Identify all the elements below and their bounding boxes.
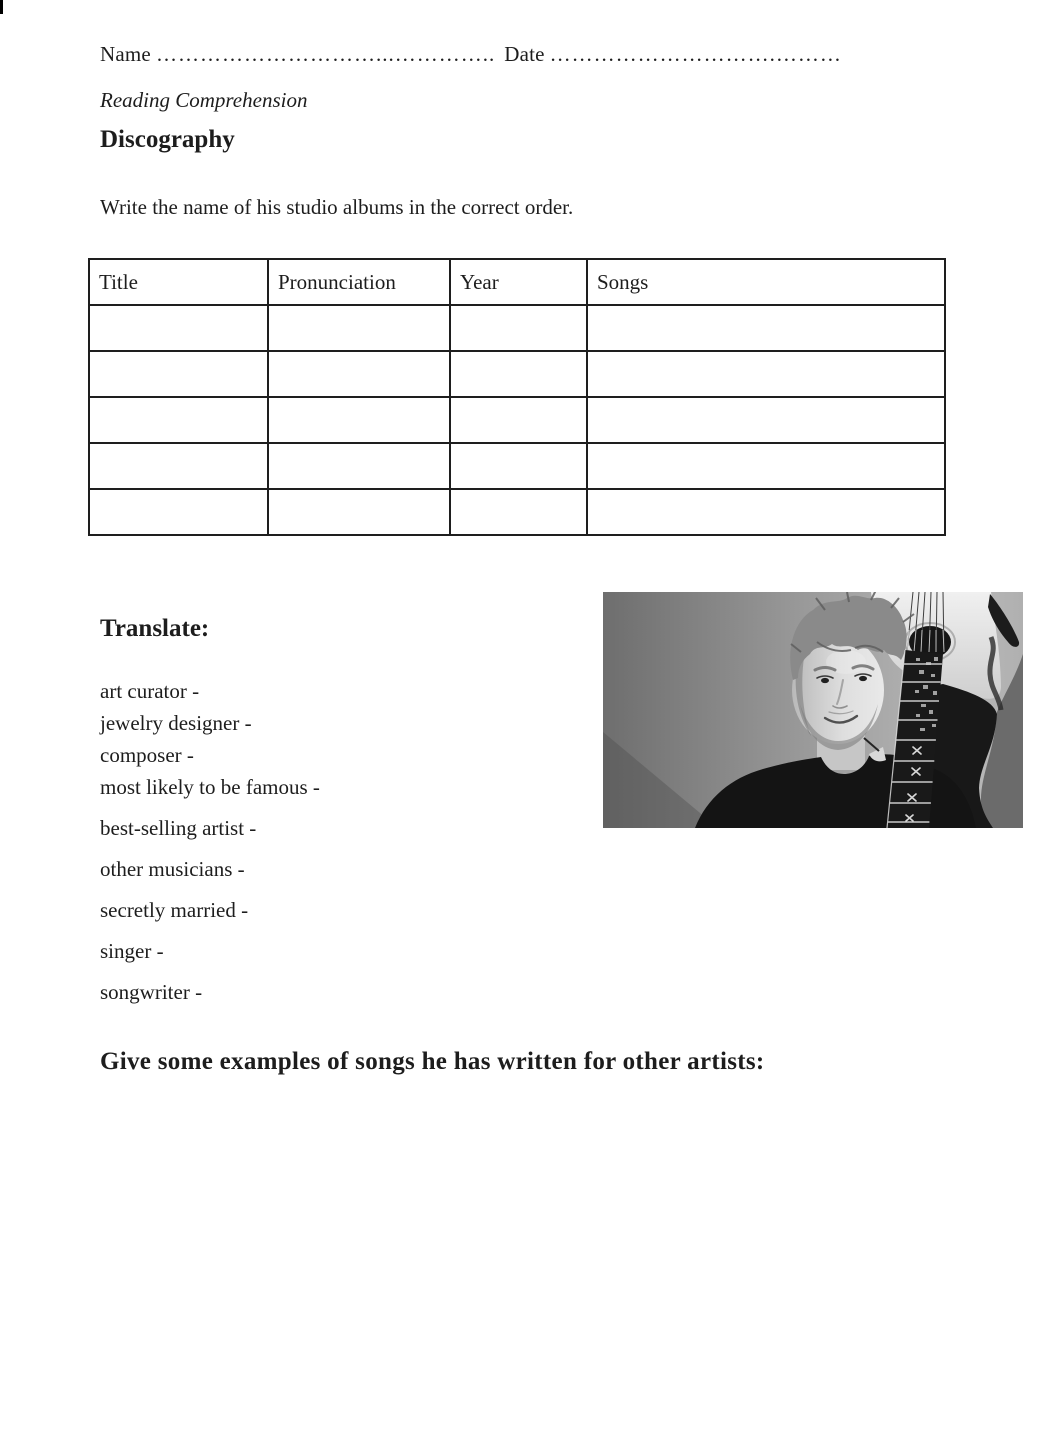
- section-label: Reading Comprehension: [100, 88, 308, 112]
- page-title: Discography: [100, 126, 235, 153]
- name-label: Name: [100, 42, 151, 66]
- column-header-title: Title: [89, 259, 268, 305]
- table-row: [89, 397, 945, 443]
- table-cell: [450, 489, 587, 535]
- table-row: [89, 305, 945, 351]
- table-cell: [587, 397, 945, 443]
- translate-item: composer -: [100, 743, 194, 767]
- translate-item: art curator -: [100, 679, 200, 703]
- albums-table: [88, 258, 946, 536]
- table-cell: [450, 397, 587, 443]
- table-row: [89, 489, 945, 535]
- table-row: [89, 443, 945, 489]
- table-cell: [587, 305, 945, 351]
- table-cell: [268, 489, 450, 535]
- translate-item: secretly married -: [100, 898, 249, 922]
- translate-list: [100, 675, 320, 1008]
- column-header-year: Year: [450, 259, 587, 305]
- translate-item: jewelry designer -: [100, 711, 252, 735]
- translate-item: other musicians -: [100, 857, 245, 881]
- column-header-pronunciation: Pronunciation: [268, 259, 450, 305]
- table-cell: [89, 351, 268, 397]
- table-cell: [587, 351, 945, 397]
- photo-illustration: [603, 592, 1023, 828]
- table-cell: [450, 443, 587, 489]
- translate-heading: Translate:: [100, 615, 210, 642]
- songs-examples-heading: Give some examples of songs he has written for other artists:: [100, 1048, 765, 1075]
- table-cell: [268, 351, 450, 397]
- table-cell: [450, 351, 587, 397]
- name-date-line: [100, 42, 842, 67]
- table-cell: [89, 443, 268, 489]
- scan-artifact: [0, 0, 3, 14]
- ed-sheeran-photo: [603, 592, 1023, 828]
- table-header-row: [89, 259, 945, 305]
- table-cell: [268, 443, 450, 489]
- translate-item: singer -: [100, 939, 164, 963]
- instruction-text: Write the name of his studio albums in the correct order.: [100, 195, 574, 219]
- table-cell: [268, 305, 450, 351]
- table-cell: [89, 397, 268, 443]
- table-cell: [587, 443, 945, 489]
- table-cell: [450, 305, 587, 351]
- translate-item: best-selling artist -: [100, 816, 257, 840]
- table-cell: [587, 489, 945, 535]
- date-dotted-blank: ………………………….………: [549, 42, 842, 66]
- translate-item: most likely to be famous -: [100, 775, 320, 799]
- table-cell: [89, 489, 268, 535]
- table-cell: [89, 305, 268, 351]
- translate-item: songwriter -: [100, 980, 203, 1004]
- date-label: Date: [504, 42, 545, 66]
- column-header-songs: Songs: [587, 259, 945, 305]
- table-cell: [268, 397, 450, 443]
- table-row: [89, 351, 945, 397]
- name-dotted-blank: …………………………...…………..: [155, 42, 496, 66]
